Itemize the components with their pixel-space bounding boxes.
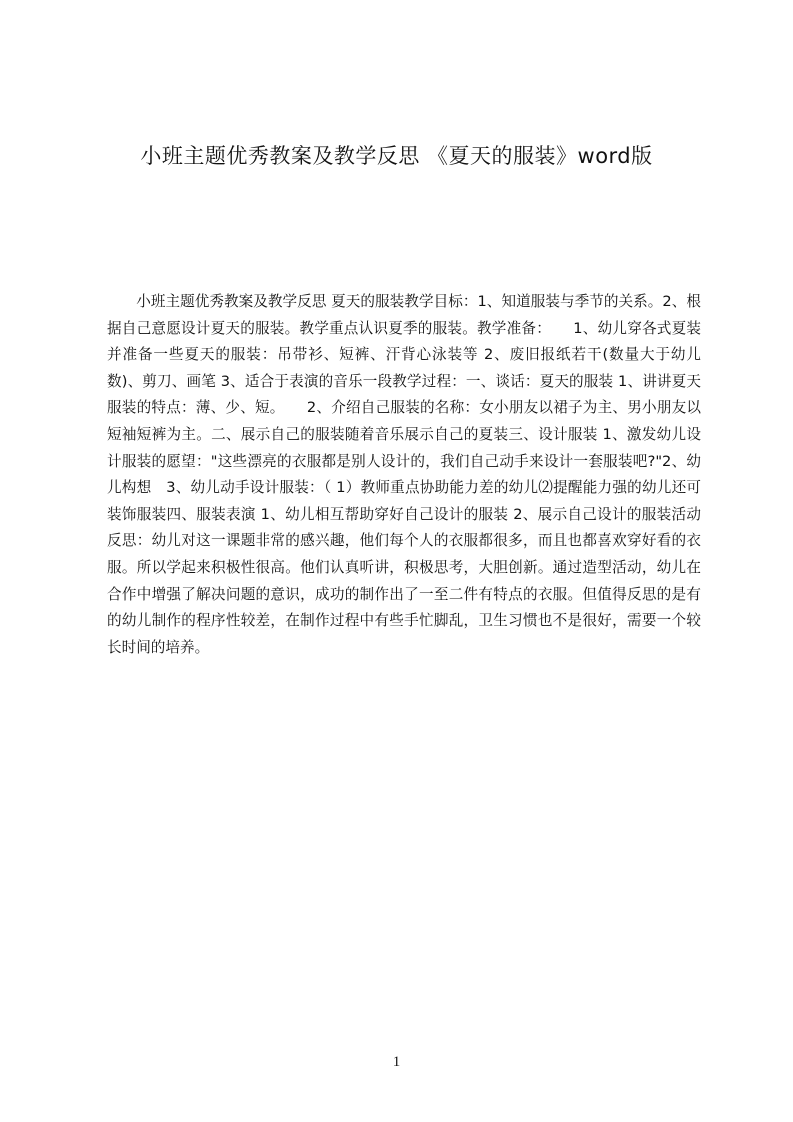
- document-title: 小班主题优秀教案及教学反思 《夏天的服装》word版: [140, 144, 653, 168]
- body-paragraph: 小班主题优秀教案及教学反思 夏天的服装教学目标：1、知道服装与季节的关系。2、根据自己意愿设计夏天的服装。教学重点认识夏季的服装。教学准备： 1、幼儿穿各式夏装并准备一些夏天的服装：吊带衫、短裤、汗背心泳装等 2、废旧报纸若干(数量大于幼儿数)、剪刀、画笔 3、适合于表演的音乐一段教学过程：一、谈话：夏天的服装 1、讲讲夏天服装的特点：薄、少、短。 2、介绍自己服装的名称：女小朋友以裙子为主、男小朋友以短袖短裤为主。二、展示自己的服装随着音乐展示自己的夏装三、设计服装 1、激发幼儿设计服装的愿望："这些漂亮的衣服都是别人设计的，我们自己动手来设计一套服装吧?"2、幼儿构想 3、幼儿动手设计服装：（ 1）教师重点协助能力差的幼儿⑵提醒能力强的幼儿还可装饰服装四、服装表演 1、幼儿相互帮助穿好自己设计的服装 2、展示自己设计的服装活动反思：幼儿对这一课题非常的感兴趣，他们每个人的衣服都很多，而且也都喜欢穿好看的衣服。所以学起来积极性很高。他们认真听讲，积极思考，大胆创新。通过造型活动，幼儿在合作中增强了解决问题的意识，成功的制作出了一至二件有特点的衣服。但值得反思的是有的幼儿制作的程序性较差，在制作过程中有些手忙脚乱，卫生习惯也不是很好，需要一个较长时间的培养。: [107, 293, 701, 656]
- page-number: 1: [392, 1054, 401, 1070]
